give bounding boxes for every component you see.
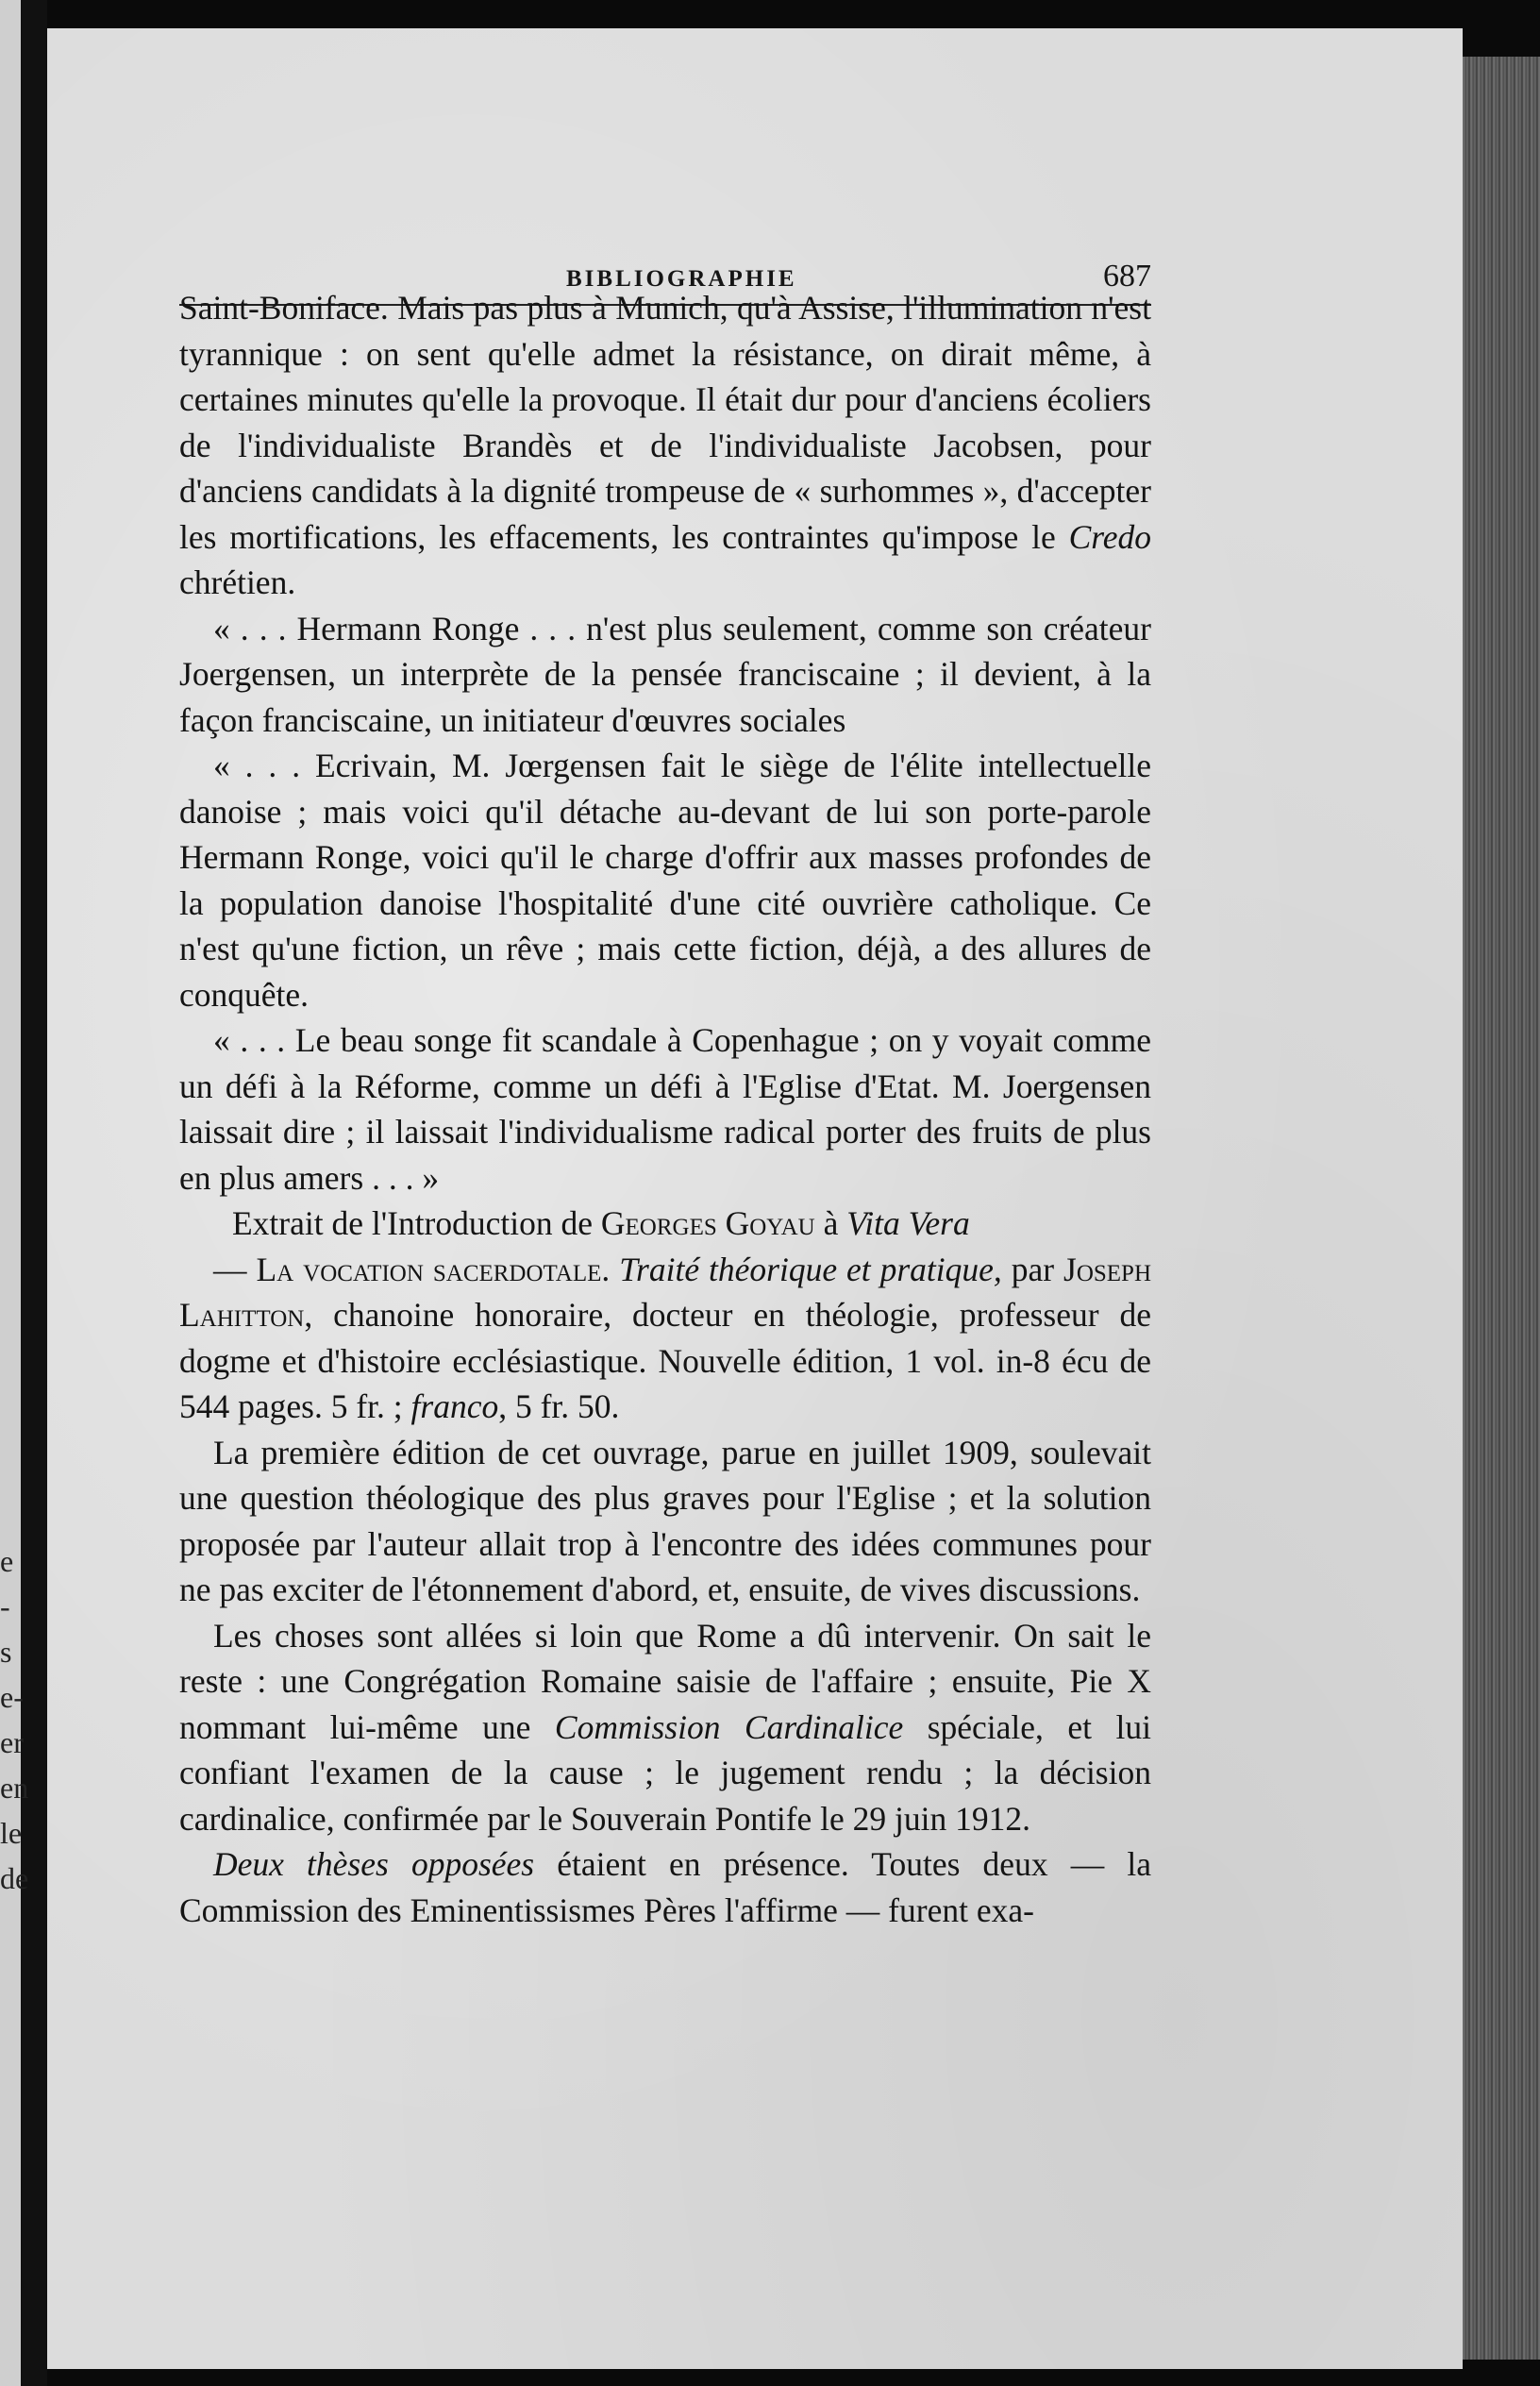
book-author: Joseph Lahitton xyxy=(179,1250,1152,1334)
paragraph-tail: chrétien. xyxy=(179,563,296,601)
page-number: 687 xyxy=(1103,259,1151,294)
fragment: s xyxy=(0,1635,12,1669)
fragment: le xyxy=(0,1816,23,1850)
fragment: - xyxy=(0,1589,10,1623)
quote-paragraph: « . . . Hermann Ronge . . . n'est plus seulement, comme son créateur Joergensen, un interprète de la pensée franciscaine ; il devient, à la façon franciscaine, un initiateur d'œuvres sociales xyxy=(179,609,1151,739)
facing-page-fragments xyxy=(0,1538,28,1901)
page-stack-edges xyxy=(1458,57,1540,2360)
review-paragraph: La première édition de cet ouvrage, parue en juillet 1909, soulevait une question théologique des plus graves pour l'Eglise ; et la solution proposée par l'auteur allait trop à l'encontre des idées communes pour ne pas exciter de l'étonnement d'abord, et, ensuite, de vives discussions. xyxy=(179,1433,1151,1608)
paragraph-text: Saint-Boniface. Mais pas plus à Munich, qu'à Assise, l'illumination n'est tyrannique : on sent qu'elle admet la résistance, on dirait même, à certaines minutes qu'elle la provoque. Il était dur pour d'anciens écoliers de l'individualiste Brandès et de l'individualiste Jacobsen, pour d'anciens candidats à la dignité trompeuse de « surhommes », d'accepter les mortifications, les effacements, les contraintes qu'impose le xyxy=(179,289,1151,556)
fragment: e xyxy=(0,1544,14,1578)
review-paragraph: Deux thèses opposées étaient en présence. Toutes deux — la Commission des Eminentissismes Pères l'affirme — furent exa- xyxy=(179,1845,1151,1929)
fragment: en xyxy=(0,1771,29,1805)
facing-page-edge xyxy=(0,0,21,2386)
book-title: La vocation sacerdotale. xyxy=(256,1250,611,1288)
work-title: Vita Vera xyxy=(846,1204,970,1242)
body-text xyxy=(179,285,1151,1933)
credo-italic: Credo xyxy=(1068,517,1152,556)
fragment: e- xyxy=(0,1680,24,1714)
book-subtitle: Traité théorique et pratique, xyxy=(610,1250,1002,1288)
quote-paragraph: « . . . Ecrivain, M. Jœrgensen fait le siège de l'élite intellectuelle danoise ; mais voici qu'il détache au-devant de lui son porte-parole Hermann Ronge, voici qu'il le charge d'offrir aux masses profondes de la population danoise l'hospitalité d'une cité ouvrière catholique. Ce n'est qu'une fiction, un rêve ; mais cette fiction, déjà, a des allures de conquête. xyxy=(179,747,1151,1014)
commission-italic: Commission Cardinalice xyxy=(554,1707,904,1746)
quote-paragraph: « . . . Le beau songe fit scandale à Copenhague ; on y voyait comme un défi à la Réforme, comme un défi à l'Eglise d'Etat. M. Joergensen laissait dire ; il laissait l'individualisme radical porter des fruits de plus en plus amers . . . » xyxy=(179,1021,1151,1197)
book-entry: — La vocation sacerdotale. Traité théorique et pratique, par Joseph Lahitton, chanoine honoraire, docteur en théologie, professeur de dogme et d'histoire ecclésiastique. Nouvelle édition, 1 vol. in-8 écu de 544 pages. 5 fr. ; franco, 5 fr. 50. xyxy=(179,1250,1152,1425)
theses-italic: Deux thèses opposées xyxy=(213,1845,535,1883)
running-title: BIBLIOGRAPHIE xyxy=(566,266,797,292)
fragment: de xyxy=(0,1861,29,1895)
fragment: er xyxy=(0,1725,24,1759)
source-attribution: Extrait de l'Introduction de Georges Goyau à Vita Vera xyxy=(232,1204,970,1242)
franco-italic: franco xyxy=(410,1387,499,1425)
author-name: Georges Goyau xyxy=(600,1204,815,1242)
review-paragraph: Les choses sont allées si loin que Rome a dû intervenir. On sait le reste : une Congrégation Romaine saisie de l'affaire ; ensuite, Pie X nommant lui-même une Commission Cardinalice spéciale, et lui confiant l'examen de la cause ; le jugement rendu ; la décision cardinalice, confirmée par le Souverain Pontife le 29 juin 1912. xyxy=(179,1616,1152,1838)
book-gutter xyxy=(21,0,47,2386)
paragraph-continuation xyxy=(179,285,1151,606)
